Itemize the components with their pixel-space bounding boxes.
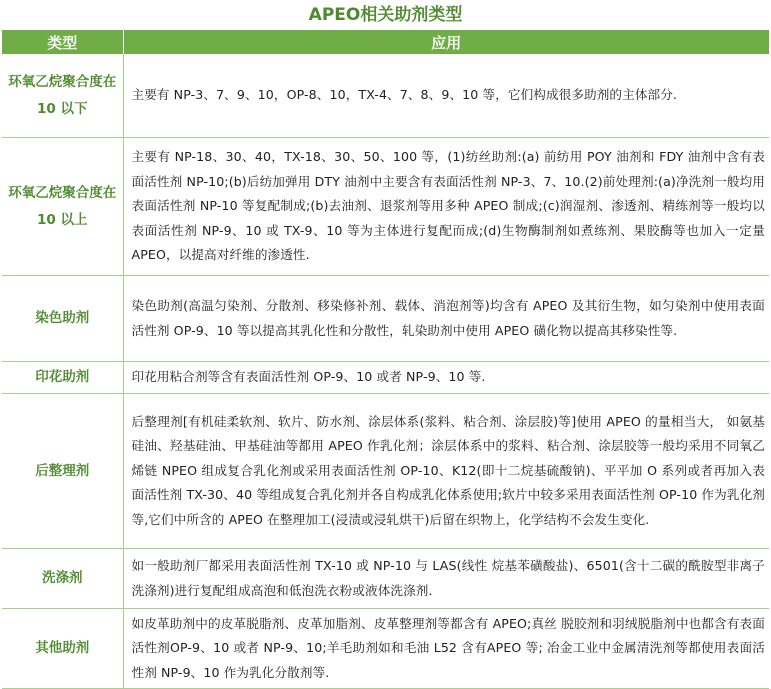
- header-application: 应用: [123, 30, 769, 54]
- header-type: 类型: [2, 30, 123, 54]
- apeo-auxiliary-table: [2, 30, 769, 689]
- row-type: 洗涤剂: [2, 549, 123, 609]
- row-type: 印花助剂: [2, 362, 123, 394]
- table-row: [2, 362, 769, 394]
- table-row: [2, 138, 769, 276]
- row-application: 主要有 NP-3、7、9、10，OP-8、10，TX-4、7、8、9、10 等，它们构成很多助剂的主体部分.: [123, 54, 769, 138]
- row-application: 染色助剂(高温匀染剂、分散剂、移染修补剂、载体、消泡剂等)均含有 APEO 及其衍生物，如匀染剂中使用表面活性剂 OP-9、10 等以提高其乳化性和分散性，轧染助剂中使用 APEO 磺化物以提高其移染性等.: [123, 276, 769, 362]
- table-row: [2, 609, 769, 689]
- table-row: [2, 394, 769, 549]
- row-application: 如皮革助剂中的皮革脱脂剂、皮革加脂剂、皮革整理剂等都含有 APEO;真丝 脱胶剂和羽绒脱脂剂中也都含有表面活性剂OP-9、10 或者 NP-9、10;羊毛助剂如和毛油 L52 含有APEO 等; 冶金工业中金属清洗剂等都使用表面活性剂 NP-9、10 作为乳化分散剂等.: [123, 609, 769, 689]
- table-row: [2, 276, 769, 362]
- table-title: APEO相关助剂类型: [308, 5, 463, 25]
- row-application: 如一般助剂厂都采用表面活性剂 TX-10 或 NP-10 与 LAS(线性 烷基苯磺酸盐)、6501(含十二碳的酰胺型非离子洗涤剂)进行复配组成高泡和低泡洗衣粉或液体洗涤剂.: [123, 549, 769, 609]
- table-row: [2, 549, 769, 609]
- row-type: 环氧乙烷聚合度在10 以下: [2, 54, 123, 138]
- row-application: 后整理剂[有机硅柔软剂、软片、防水剂、涂层体系(浆料、粘合剂、涂层胶)等]使用 APEO 的量相当大， 如氨基硅油、羟基硅油、甲基硅油等都用 APEO 作乳化剂；涂层体系中的浆料、粘合剂、涂层胶等一般均采用不同氧乙烯链 NPEO 组成复合乳化剂或采用表面活性剂 OP-10、K12(即十二烷基硫酸钠)、平平加 O 系列或者再加入表面活性剂 TX-30、40 等组成复合乳化剂并各自构成乳化体系使用;软片中较多采用表面活性剂 OP-10 作为乳化剂等,它们中所含的 APEO 在整理加工(浸渍或浸轧烘干)后留在织物上，化学结构不会发生变化.: [123, 394, 769, 549]
- table-row: [2, 54, 769, 138]
- row-application: 印花用粘合剂等含有表面活性剂 OP-9、10 或者 NP-9、10 等.: [123, 362, 769, 394]
- row-type: 后整理剂: [2, 394, 123, 549]
- row-type: 环氧乙烷聚合度在10 以上: [2, 138, 123, 276]
- row-type: 其他助剂: [2, 609, 123, 689]
- row-type: 染色助剂: [2, 276, 123, 362]
- row-application: 主要有 NP-18、30、40，TX-18、30、50、100 等，(1)纺丝助剂:(a) 前纺用 POY 油剂和 FDY 油剂中含有表面活性剂 NP-10;(b)后纺加弹用 DTY 油剂中主要含有表面活性剂 NP-3、7、10.(2)前处理剂:(a)净洗剂一般均用表面活性剂 NP-10 等复配制成;(b)去油剂、退浆剂等用多种 APEO 制成;(c)润湿剂、渗透剂、精练剂等一般均以表面活性剂 NP-9、10 或 TX-9、10 等为主体进行复配而成;(d)生物酶制剂如煮练剂、果胶酶等也加入一定量 APEO，以提高对纤维的渗透性.: [123, 138, 769, 276]
- header-row: [2, 30, 769, 54]
